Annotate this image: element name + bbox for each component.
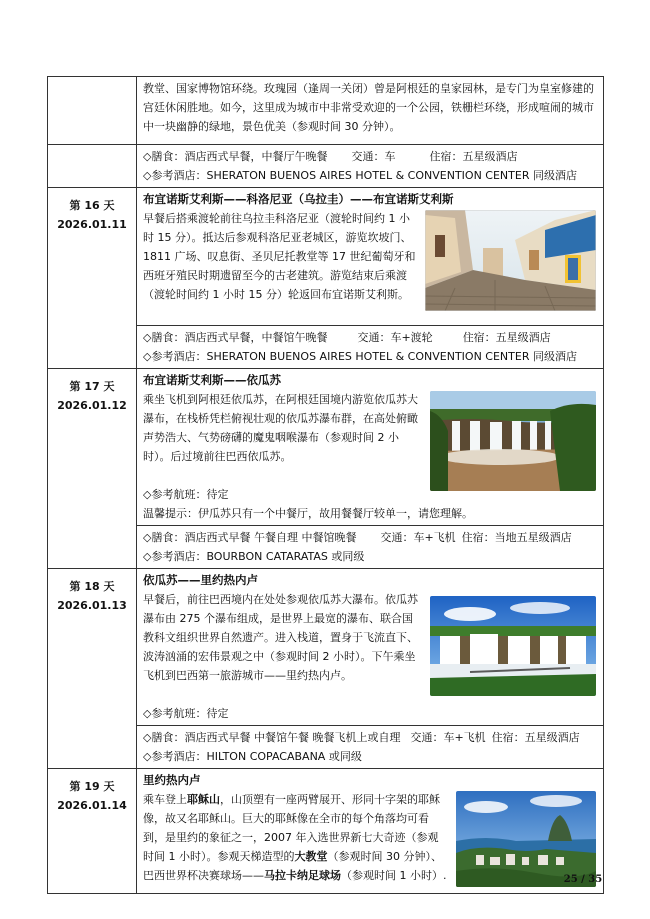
table-row — [48, 369, 604, 526]
day-description — [137, 569, 604, 726]
text-part: ，山顶塑有一座两臂展开、形同十字架的耶稣像，故又名耶稣山。巨大的耶稣像在全市的每个角落均可看到，是里约的象征之一，2007 年入选世界新七大奇迹（参观时间 1 小时）。参观天梯造型的 — [143, 793, 440, 863]
description-text: 乘坐飞机到阿根廷依瓜苏，在阿根廷国境内游览依瓜苏大瀑布，在栈桥凭栏俯视壮观的依瓜苏瀑布群，在高处俯瞰声势浩大、气势磅礴的魔鬼咽喉瀑布（参观时间 2 小时）。后过境前往巴西依瓜苏。 — [143, 393, 418, 463]
day-number: 第 18 天 — [69, 580, 115, 593]
description-text: 早餐后搭乘渡轮前往乌拉圭科洛尼亚（渡轮时间约 1 小时 15 分）。抵达后参观科洛尼亚老城区，游览坎坡门、1811 广场、叹息街、圣贝尼托教堂等 17 世纪葡萄牙和西班牙殖民时期遗留至今的古老建筑。游览结束后乘渡（渡轮时间约 1 小时 15 分）轮返回布宜诺斯艾利斯。 — [143, 212, 416, 301]
day-cell — [48, 569, 137, 769]
day-date: 2026.01.11 — [57, 218, 127, 231]
meals-text: ◇膳食：酒店西式早餐 午餐自理 中餐馆晚餐 — [143, 531, 357, 544]
tip-text: 温馨提示：伊瓜苏只有一个中餐厅，故用餐餐厅较单一，请您理解。 — [143, 507, 473, 520]
day-description — [137, 188, 604, 326]
day-info — [137, 726, 604, 769]
day-cell — [48, 77, 137, 145]
day-title: 布宜诺斯艾利斯——科洛尼亚（乌拉圭）——布宜诺斯艾利斯 — [143, 192, 454, 206]
table-row — [48, 188, 604, 326]
day-date: 2026.01.13 — [57, 599, 127, 612]
transport-text: 交通：车+飞机 — [380, 531, 456, 544]
day-description — [137, 77, 604, 145]
hotel-text: 住宿：五星级酒店 — [462, 331, 551, 344]
highlight-corcovado: 耶稣山 — [187, 793, 220, 806]
hotel-text: 住宿：当地五星级酒店 — [461, 531, 572, 544]
meals-text: ◇膳食：酒店西式早餐 中餐馆午餐 晚餐飞机上或自理 — [143, 731, 401, 744]
page-number-text: 25 / 35 — [563, 874, 603, 885]
day-number: 第 16 天 — [69, 199, 115, 212]
transport-text: 交通：车+飞机 — [410, 731, 486, 744]
day-cell — [48, 145, 137, 188]
text-part: （参观时间 1 小时）. — [341, 869, 447, 882]
colonia-street-photo — [425, 210, 596, 311]
reference-hotel: ◇参考酒店：HILTON COPACABANA 或同级 — [143, 750, 362, 763]
day-cell — [48, 188, 137, 369]
day-info — [137, 326, 604, 369]
highlight-cathedral: 大教堂 — [294, 850, 328, 863]
page-number — [0, 874, 650, 885]
hotel-text: 住宿：五星级酒店 — [491, 731, 580, 744]
day-date: 2026.01.14 — [57, 799, 127, 812]
transport-text: 交通：车 — [351, 150, 396, 163]
day-info — [137, 145, 604, 188]
reference-flight: ◇参考航班：待定 — [143, 707, 229, 720]
info-line-meals — [143, 728, 596, 747]
table-row — [48, 145, 604, 188]
description-text: 早餐后，前往巴西境内在处处参观依瓜苏大瀑布。依瓜苏瀑布由 275 个瀑布组成，是世界上最宽的瀑布、联合国教科文组织世界自然遗产。进入栈道，置身于飞流直下、波涛汹涌的宏伟景观之中（参观时间 2 小时）。下午乘坐飞机到巴西第一旅游城市——里约热内卢。 — [143, 593, 418, 682]
day-date: 2026.01.12 — [57, 399, 127, 412]
highlight-maracana: 马拉卡纳足球场 — [264, 869, 341, 882]
day-number: 第 19 天 — [69, 780, 115, 793]
day-title: 里约热内卢 — [143, 773, 201, 787]
info-line-meals — [143, 528, 596, 547]
reference-flight: ◇参考航班：待定 — [143, 488, 229, 501]
day-description — [137, 369, 604, 526]
iguazu-falls-brazil-photo — [430, 596, 596, 696]
meals-text: ◇膳食：酒店西式早餐，中餐馆午晚餐 — [143, 331, 328, 344]
day-number: 第 17 天 — [69, 380, 115, 393]
reference-hotel: ◇参考酒店：BOURBON CATARATAS 或同级 — [143, 550, 365, 563]
info-line-meals — [143, 328, 596, 347]
table-row — [48, 77, 604, 145]
day-cell — [48, 369, 137, 569]
rio-de-janeiro-bay-photo — [456, 791, 596, 887]
reference-hotel: ◇参考酒店：SHERATON BUENOS AIRES HOTEL & CONVENTION CENTER 同级酒店 — [143, 169, 577, 182]
day-title: 布宜诺斯艾利斯——依瓜苏 — [143, 373, 281, 387]
itinerary-table — [47, 76, 604, 894]
text-part: 乘车登上 — [143, 793, 187, 806]
meals-text: ◇膳食：酒店西式早餐，中餐厅午晚餐 — [143, 150, 328, 163]
text-part: （参观时间 30 分钟）、巴西世界杯决赛球场—— — [143, 850, 442, 882]
description-text: 教堂、国家博物馆环绕。玫瑰园（逢周一关闭）曾是阿根廷的皇家园林，是专门为皇室修建的宫廷休闲胜地。如今，这里成为城市中非常受欢迎的一个公园，铁栅栏环绕，形成喧闹的城市中一块幽静的绿地，景色优美（参观时间 30 分钟）。 — [143, 82, 594, 133]
hotel-text: 住宿：五星级酒店 — [429, 150, 518, 163]
table-row — [48, 569, 604, 726]
info-line-meals — [143, 147, 596, 166]
day-title: 依瓜苏——里约热内卢 — [143, 573, 258, 587]
day-info — [137, 526, 604, 569]
transport-text: 交通：车+渡轮 — [357, 331, 433, 344]
iguazu-falls-argentina-photo — [430, 391, 596, 491]
reference-hotel: ◇参考酒店：SHERATON BUENOS AIRES HOTEL & CONVENTION CENTER 同级酒店 — [143, 350, 577, 363]
